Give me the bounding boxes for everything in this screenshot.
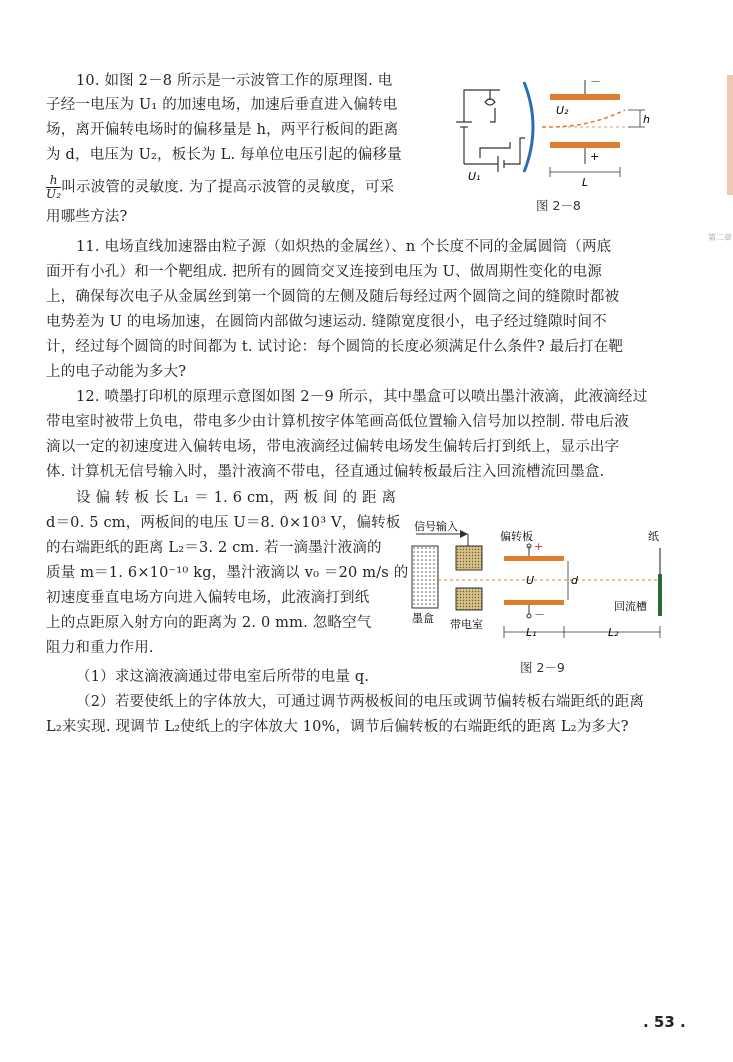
q11-line-4: 电势差为 U 的电场加速，在圆筒内部做匀速运动. 缝隙宽度很小，电子经过缝隙时间不	[46, 314, 607, 330]
q12-sub-question-1: （1）求这滴液滴通过带电室后所带的电量 q.	[76, 669, 370, 685]
q12-given-line-4: 质量 m＝1. 6×10⁻¹⁰ kg，墨汁液滴以 v₀ ＝20 m/s 的	[46, 565, 409, 581]
fig29-chamber-label: 带电室	[450, 618, 483, 631]
q12-sub-question-2-line-2: L₂来实现. 现调节 L₂使纸上的字体放大 10%，调节后偏转板的右端距纸的距离 L₂为多大?	[46, 719, 629, 735]
fig29-signal-label: 信号输入	[414, 520, 458, 533]
q11-line-3: 上，确保每次电子从金属丝到第一个圆筒的左侧及随后每经过两个圆筒之间的缝隙时都被	[46, 289, 620, 305]
fig28-plus-label: +	[590, 150, 600, 163]
q10-line-2: 子经一电压为 U₁ 的加速电场，加速后垂直进入偏转电	[46, 97, 398, 113]
q12-given-line-1: 设 偏 转 板 长 L₁ ＝ 1. 6 cm，两 板 间 的 距 离	[76, 490, 397, 506]
figure-2-8	[450, 72, 690, 192]
fig28-l-label: L	[582, 176, 589, 189]
fig28-u1-label: U₁	[468, 170, 481, 183]
q12-given-line-6: 上的点距原入射方向的距离为 2. 0 mm. 忽略空气	[46, 615, 372, 631]
fig28-u2-label: U₂	[556, 104, 569, 117]
q12-given-line-2: d＝0. 5 cm，两板间的电压 U＝8. 0×10³ V，偏转板	[46, 515, 401, 531]
q12-line-4: 体. 计算机无信号输入时，墨汁液滴不带电，径直通过偏转板最后注入回流槽流回墨盒.	[46, 464, 605, 480]
fig29-l1-label: L₁	[526, 626, 537, 639]
q12-line-2: 带电室时被带上负电，带电多少由计算机按字体笔画高低位置输入信号加以控制. 带电后液	[46, 414, 629, 430]
fig29-d-label: d	[571, 574, 578, 587]
fig29-paper-label: 纸	[648, 530, 659, 543]
q10-line-5	[46, 174, 394, 201]
q10-line-3: 场，离开偏转电场时的偏移量是 h，两平行板间的距离	[46, 122, 399, 138]
fig29-trough-label: 回流槽	[614, 600, 647, 613]
q10-line-1: 10. 如图 2－8 所示是一示波管工作的原理图. 电	[76, 73, 393, 89]
fig28-minus-label: －	[590, 75, 601, 88]
q12-given-line-3: 的右端距纸的距离 L₂＝3. 2 cm. 若一滴墨汁液滴的	[46, 540, 382, 556]
fig29-minus-label: －	[534, 608, 545, 621]
q11-line-6: 上的电子动能为多大?	[46, 364, 187, 380]
sensitivity-fraction	[46, 174, 61, 201]
q10-line-5-text: 叫示波管的灵敏度. 为了提高示波管的灵敏度，可采	[61, 179, 395, 196]
fig29-inkbox-label: 墨盒	[412, 612, 434, 625]
figure-2-8-caption: 图 2－8	[536, 198, 581, 213]
q11-line-2: 面开有小孔）和一个靶组成. 把所有的圆筒交叉连接到电压为 U、做周期性变化的电源	[46, 264, 603, 280]
fraction-denominator: U₂	[46, 187, 62, 201]
fig29-plus-label: +	[534, 540, 544, 553]
chapter-side-mark: 第二章	[708, 233, 732, 242]
q10-line-4: 为 d，电压为 U₂，板长为 L. 每单位电压引起的偏移量	[46, 147, 402, 163]
q12-sub-question-2-line-1: （2）若要使纸上的字体放大，可通过调节两极板间的电压或调节偏转板右端距纸的距离	[76, 694, 645, 710]
fig28-h-label: h	[643, 113, 650, 126]
fig29-l2-label: L₂	[608, 626, 619, 639]
fig29-plate-label: 偏转板	[500, 530, 533, 543]
q11-line-5: 计，经过每个圆筒的时间都为 t. 试讨论：每个圆筒的长度必须满足什么条件? 最后打在靶	[46, 339, 624, 355]
q12-line-1: 12. 喷墨打印机的原理示意图如图 2－9 所示，其中墨盒可以喷出墨汁液滴，此液滴经过	[76, 389, 648, 405]
q12-line-3: 滴以一定的初速度进入偏转电场，带电液滴经过偏转电场发生偏转后打到纸上，显示出字	[46, 439, 620, 455]
fig29-u-label: U	[526, 574, 535, 587]
q11-line-1: 11. 电场直线加速器由粒子源（如炽热的金属丝）、n 个长度不同的金属圆筒（两底	[76, 239, 612, 255]
page-number: . 53 .	[643, 1013, 686, 1031]
fraction-numerator: h	[46, 174, 61, 188]
q12-given-line-7: 阻力和重力作用.	[46, 640, 154, 656]
chapter-side-tab	[727, 75, 733, 195]
q12-given-line-5: 初速度垂直电场方向进入偏转电场，此液滴打到纸	[46, 590, 370, 606]
figure-2-9-caption: 图 2－9	[520, 660, 565, 675]
figure-2-9	[408, 518, 670, 648]
q10-line-6: 用哪些方法?	[46, 209, 128, 225]
